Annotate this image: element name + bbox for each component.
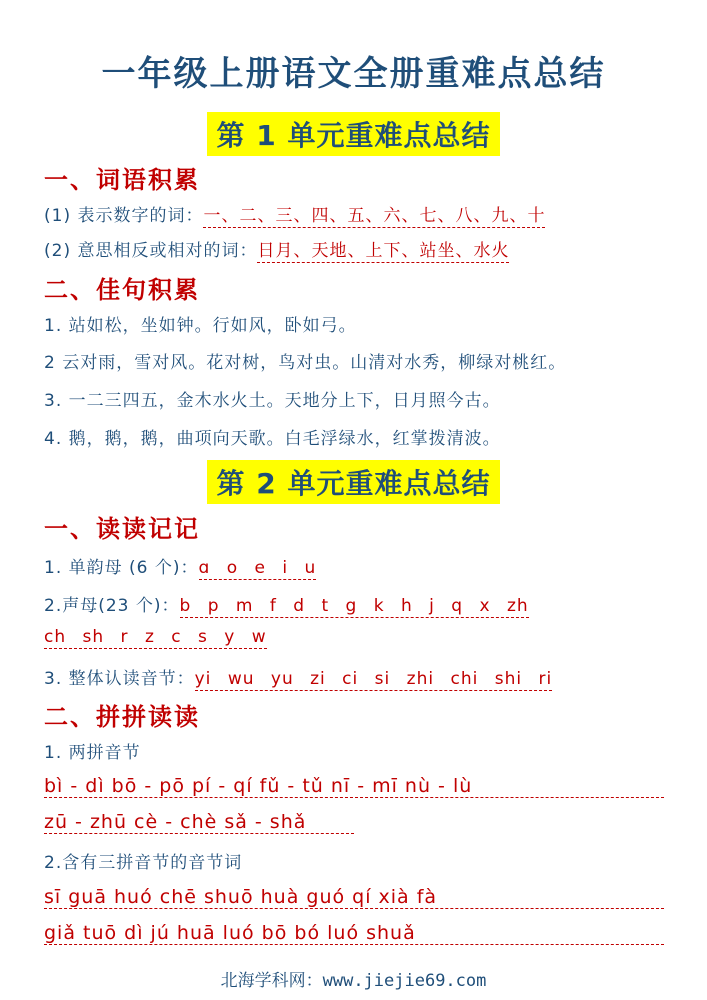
footer-site: 北海学科网：: [220, 971, 323, 991]
line-label: 2.声母(23 个)：: [44, 596, 180, 616]
unit1-word-line-1: [44, 201, 545, 226]
pinyin-row: zū - zhū cè - chè sǎ - shǎ: [44, 811, 354, 834]
line-answer: b p m f d t g k h j q x zh: [179, 596, 529, 616]
sentence-4: 4. 鹅，鹅，鹅，曲项向天歌。白毛浮绿水，红掌拨清波。: [44, 429, 501, 449]
initials-line: [44, 591, 529, 616]
line-answer: ch sh r z c s y w: [44, 627, 267, 647]
line-label: 1. 单韵母 (6 个)：: [44, 558, 199, 578]
line-label: (1) 表示数字的词：: [44, 206, 204, 226]
single-vowels-line: [44, 553, 316, 578]
unit1-word-line-2: [44, 236, 509, 261]
unit2-section1-title: 一、读读记记: [44, 515, 200, 543]
unit1-heading: 第 1 单元重难点总结: [207, 112, 501, 156]
line-answer: ɑ o e i u: [198, 558, 317, 578]
whole-syllables-line: [44, 664, 552, 689]
unit1-section2-title: 二、佳句积累: [44, 276, 200, 304]
unit2-section2-title: 二、拼拼读读: [44, 703, 200, 731]
initials-line-cont: [44, 627, 267, 647]
line-label: (2) 意思相反或相对的词：: [44, 241, 258, 261]
unit2-heading-wrap: [0, 460, 707, 504]
pinyin-row: sī guā huó chē shuō huà guó qí xià fà: [44, 886, 664, 909]
unit1-section1-title: 一、词语积累: [44, 166, 200, 194]
line-answer: yi wu yu zi ci si zhi chi shi ri: [194, 669, 553, 689]
sentence-2: 2 云对雨，雪对风。花对树，鸟对虫。山清对水秀，柳绿对桃红。: [44, 353, 567, 373]
footer-url[interactable]: www.jiejie69.com: [322, 971, 487, 991]
unit1-heading-wrap: [0, 112, 707, 156]
line-answer: 日月、天地、上下、站坐、水火: [257, 241, 510, 261]
line-label: 3. 整体认读音节：: [44, 669, 195, 689]
pinyin-row: giǎ tuō dì jú huā luó bō bó luó shuǎ: [44, 922, 664, 945]
line-answer: 一、二、三、四、五、六、七、八、九、十: [203, 206, 546, 226]
three-part-syllables-label: 2.含有三拼音节的音节词: [44, 853, 243, 873]
two-part-syllables-label: 1. 两拼音节: [44, 743, 141, 763]
pinyin-row: bì - dì bō - pō pí - qí fǔ - tǔ nī - mī nù - lù: [44, 775, 664, 798]
unit2-heading: 第 2 单元重难点总结: [207, 460, 501, 504]
page-title: 一年级上册语文全册重难点总结: [101, 54, 606, 94]
sentence-3: 3. 一二三四五，金木水火土。天地分上下，日月照今古。: [44, 391, 501, 411]
footer: [0, 966, 707, 991]
sentence-1: 1. 站如松，坐如钟。行如风，卧如弓。: [44, 316, 357, 336]
